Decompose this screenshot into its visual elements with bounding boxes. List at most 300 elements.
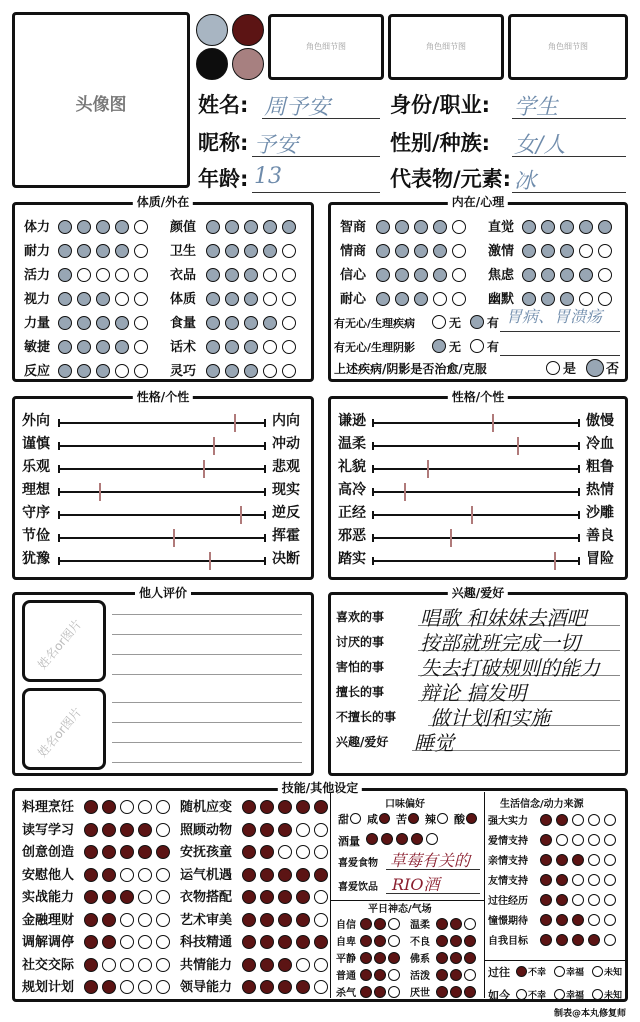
skill-实战能力-dot[interactable] <box>138 890 152 904</box>
mood-自卑-dot[interactable] <box>360 935 372 947</box>
slider-track[interactable] <box>58 514 266 516</box>
skill-科技精通-dot[interactable] <box>260 935 274 949</box>
skill-领导能力-dot[interactable] <box>278 980 292 994</box>
slider-track[interactable] <box>372 468 580 470</box>
slider-track[interactable] <box>372 560 580 562</box>
mood-不良-dot[interactable] <box>450 935 462 947</box>
mood-自卑-dot[interactable] <box>388 935 400 947</box>
skill-金融理财-dot[interactable] <box>102 913 116 927</box>
skill-安抚孩童-dot[interactable] <box>314 845 328 859</box>
inner-激情-dot[interactable] <box>541 244 555 258</box>
physique-卫生-dot[interactable] <box>282 244 296 258</box>
inner-智商-dot[interactable] <box>414 220 428 234</box>
mood-厌世-dot[interactable] <box>464 986 476 998</box>
physique-话术-dot[interactable] <box>206 340 220 354</box>
skill-规划计划-dot[interactable] <box>138 980 152 994</box>
skill-随机应变-dot[interactable] <box>260 800 274 814</box>
inner-智商-dot[interactable] <box>376 220 390 234</box>
life-过往经历-dot[interactable] <box>588 894 600 906</box>
life-过往经历-dot[interactable] <box>540 894 552 906</box>
q1-yes-radio[interactable] <box>470 315 484 329</box>
skill-调解调停-dot[interactable] <box>102 935 116 949</box>
skill-共情能力-dot[interactable] <box>278 958 292 972</box>
physique-活力-dot[interactable] <box>115 268 129 282</box>
mood-普通-dot[interactable] <box>374 969 386 981</box>
skill-料理烹饪-dot[interactable] <box>120 800 134 814</box>
inner-智商-dot[interactable] <box>395 220 409 234</box>
skill-料理烹饪-dot[interactable] <box>102 800 116 814</box>
life-自我目标-dot[interactable] <box>572 934 584 946</box>
inner-情商-dot[interactable] <box>395 244 409 258</box>
skill-社交交际-dot[interactable] <box>120 958 134 972</box>
physique-食量-dot[interactable] <box>263 316 277 330</box>
physique-敏捷-dot[interactable] <box>96 340 110 354</box>
skill-读写学习-dot[interactable] <box>138 823 152 837</box>
physique-活力-dot[interactable] <box>96 268 110 282</box>
cured-no-radio[interactable] <box>586 359 604 377</box>
skill-运气机遇-dot[interactable] <box>260 868 274 882</box>
inner-情商-dot[interactable] <box>414 244 428 258</box>
physique-体质-dot[interactable] <box>282 292 296 306</box>
slider-marker[interactable] <box>209 552 211 570</box>
physique-体力-dot[interactable] <box>58 220 72 234</box>
physique-视力-dot[interactable] <box>58 292 72 306</box>
skill-艺术审美-dot[interactable] <box>314 913 328 927</box>
life-友情支持-dot[interactable] <box>604 874 616 886</box>
skill-安慰他人-dot[interactable] <box>102 868 116 882</box>
physique-力量-dot[interactable] <box>77 316 91 330</box>
physique-敏捷-dot[interactable] <box>58 340 72 354</box>
inner-激情-dot[interactable] <box>579 244 593 258</box>
skill-衣物搭配-dot[interactable] <box>278 890 292 904</box>
inner-信心-dot[interactable] <box>414 268 428 282</box>
physique-活力-dot[interactable] <box>77 268 91 282</box>
skill-安抚孩童-dot[interactable] <box>260 845 274 859</box>
life-过往经历-dot[interactable] <box>556 894 568 906</box>
physique-视力-dot[interactable] <box>134 292 148 306</box>
physique-灵巧-dot[interactable] <box>263 364 277 378</box>
inner-焦虑-dot[interactable] <box>598 268 612 282</box>
mood-平静-dot[interactable] <box>374 952 386 964</box>
skill-照顾动物-dot[interactable] <box>260 823 274 837</box>
life-强大实力-dot[interactable] <box>572 814 584 826</box>
physique-话术-dot[interactable] <box>282 340 296 354</box>
slider-track[interactable] <box>372 514 580 516</box>
physique-耐力-dot[interactable] <box>134 244 148 258</box>
life-憧憬期待-dot[interactable] <box>540 914 552 926</box>
physique-视力-dot[interactable] <box>115 292 129 306</box>
inner-焦虑-dot[interactable] <box>522 268 536 282</box>
inner-耐心-dot[interactable] <box>395 292 409 306</box>
skill-规划计划-dot[interactable] <box>120 980 134 994</box>
life-过往经历-dot[interactable] <box>572 894 584 906</box>
skill-共情能力-dot[interactable] <box>314 958 328 972</box>
physique-卫生-dot[interactable] <box>225 244 239 258</box>
skill-创意创造-dot[interactable] <box>84 845 98 859</box>
skill-社交交际-dot[interactable] <box>156 958 170 972</box>
mood-普通-dot[interactable] <box>360 969 372 981</box>
skill-运气机遇-dot[interactable] <box>278 868 292 882</box>
mood-佛系-dot[interactable] <box>436 952 448 964</box>
mood-平静-dot[interactable] <box>360 952 372 964</box>
inner-激情-dot[interactable] <box>598 244 612 258</box>
mood-厌世-dot[interactable] <box>450 986 462 998</box>
skill-运气机遇-dot[interactable] <box>242 868 256 882</box>
inner-耐心-dot[interactable] <box>414 292 428 306</box>
slider-track[interactable] <box>372 491 580 493</box>
physique-敏捷-dot[interactable] <box>77 340 91 354</box>
inner-直觉-dot[interactable] <box>560 220 574 234</box>
skill-安抚孩童-dot[interactable] <box>278 845 292 859</box>
mood-温柔-dot[interactable] <box>464 918 476 930</box>
skill-领导能力-dot[interactable] <box>242 980 256 994</box>
skill-领导能力-dot[interactable] <box>314 980 328 994</box>
physique-反应-dot[interactable] <box>134 364 148 378</box>
life-亲情支持-dot[interactable] <box>540 854 552 866</box>
skill-调解调停-dot[interactable] <box>120 935 134 949</box>
mood-活泼-dot[interactable] <box>464 969 476 981</box>
life-强大实力-dot[interactable] <box>604 814 616 826</box>
life-友情支持-dot[interactable] <box>572 874 584 886</box>
physique-敏捷-dot[interactable] <box>134 340 148 354</box>
skill-运气机遇-dot[interactable] <box>314 868 328 882</box>
physique-灵巧-dot[interactable] <box>206 364 220 378</box>
skill-调解调停-dot[interactable] <box>156 935 170 949</box>
slider-track[interactable] <box>372 422 580 424</box>
alcohol-dot[interactable] <box>366 833 378 845</box>
skill-安抚孩童-dot[interactable] <box>242 845 256 859</box>
flavor-dot[interactable] <box>379 813 390 824</box>
physique-食量-dot[interactable] <box>244 316 258 330</box>
inner-耐心-dot[interactable] <box>433 292 447 306</box>
physique-颜值-dot[interactable] <box>282 220 296 234</box>
flavor-dot[interactable] <box>437 813 448 824</box>
skill-社交交际-dot[interactable] <box>84 958 98 972</box>
physique-耐力-dot[interactable] <box>115 244 129 258</box>
physique-反应-dot[interactable] <box>115 364 129 378</box>
skill-随机应变-dot[interactable] <box>296 800 310 814</box>
life-自我目标-dot[interactable] <box>604 934 616 946</box>
slider-marker[interactable] <box>234 414 236 432</box>
mood-杀气-dot[interactable] <box>360 986 372 998</box>
skill-规划计划-dot[interactable] <box>102 980 116 994</box>
physique-体力-dot[interactable] <box>115 220 129 234</box>
skill-安抚孩童-dot[interactable] <box>296 845 310 859</box>
skill-科技精通-dot[interactable] <box>296 935 310 949</box>
physique-体质-dot[interactable] <box>244 292 258 306</box>
mood-自信-dot[interactable] <box>388 918 400 930</box>
skill-实战能力-dot[interactable] <box>120 890 134 904</box>
skill-随机应变-dot[interactable] <box>314 800 328 814</box>
life-自我目标-dot[interactable] <box>588 934 600 946</box>
slider-marker[interactable] <box>203 460 205 478</box>
skill-科技精通-dot[interactable] <box>278 935 292 949</box>
skill-社交交际-dot[interactable] <box>138 958 152 972</box>
physique-灵巧-dot[interactable] <box>282 364 296 378</box>
life-憧憬期待-dot[interactable] <box>556 914 568 926</box>
alcohol-dot[interactable] <box>411 833 423 845</box>
physique-卫生-dot[interactable] <box>263 244 277 258</box>
physique-颜值-dot[interactable] <box>244 220 258 234</box>
skill-创意创造-dot[interactable] <box>138 845 152 859</box>
slider-marker[interactable] <box>471 506 473 524</box>
physique-食量-dot[interactable] <box>206 316 220 330</box>
skill-艺术审美-dot[interactable] <box>260 913 274 927</box>
skill-照顾动物-dot[interactable] <box>242 823 256 837</box>
q2-no-radio[interactable] <box>432 339 446 353</box>
mood-佛系-dot[interactable] <box>464 952 476 964</box>
slider-marker[interactable] <box>240 506 242 524</box>
slider-track[interactable] <box>372 445 580 447</box>
slider-marker[interactable] <box>517 437 519 455</box>
life-憧憬期待-dot[interactable] <box>604 914 616 926</box>
life-憧憬期待-dot[interactable] <box>572 914 584 926</box>
physique-耐力-dot[interactable] <box>77 244 91 258</box>
life-radio[interactable] <box>554 989 565 1000</box>
mood-不良-dot[interactable] <box>436 935 448 947</box>
slider-track[interactable] <box>58 537 266 539</box>
skill-照顾动物-dot[interactable] <box>314 823 328 837</box>
life-radio[interactable] <box>554 966 565 977</box>
life-爱情支持-dot[interactable] <box>604 834 616 846</box>
life-爱情支持-dot[interactable] <box>588 834 600 846</box>
slider-marker[interactable] <box>427 460 429 478</box>
skill-读写学习-dot[interactable] <box>84 823 98 837</box>
slider-marker[interactable] <box>492 414 494 432</box>
skill-料理烹饪-dot[interactable] <box>156 800 170 814</box>
inner-信心-dot[interactable] <box>452 268 466 282</box>
mood-温柔-dot[interactable] <box>450 918 462 930</box>
skill-读写学习-dot[interactable] <box>156 823 170 837</box>
inner-焦虑-dot[interactable] <box>560 268 574 282</box>
life-爱情支持-dot[interactable] <box>540 834 552 846</box>
mood-自信-dot[interactable] <box>360 918 372 930</box>
life-亲情支持-dot[interactable] <box>556 854 568 866</box>
physique-话术-dot[interactable] <box>263 340 277 354</box>
physique-反应-dot[interactable] <box>96 364 110 378</box>
life-自我目标-dot[interactable] <box>556 934 568 946</box>
life-强大实力-dot[interactable] <box>588 814 600 826</box>
inner-智商-dot[interactable] <box>452 220 466 234</box>
slider-marker[interactable] <box>99 483 101 501</box>
inner-情商-dot[interactable] <box>376 244 390 258</box>
life-radio[interactable] <box>592 989 603 1000</box>
mood-普通-dot[interactable] <box>388 969 400 981</box>
inner-直觉-dot[interactable] <box>541 220 555 234</box>
flavor-dot[interactable] <box>350 813 361 824</box>
mood-杀气-dot[interactable] <box>374 986 386 998</box>
mood-佛系-dot[interactable] <box>450 952 462 964</box>
skill-艺术审美-dot[interactable] <box>296 913 310 927</box>
skill-领导能力-dot[interactable] <box>260 980 274 994</box>
skill-衣物搭配-dot[interactable] <box>260 890 274 904</box>
life-强大实力-dot[interactable] <box>540 814 552 826</box>
physique-反应-dot[interactable] <box>58 364 72 378</box>
life-radio[interactable] <box>592 966 603 977</box>
life-radio[interactable] <box>516 966 527 977</box>
skill-科技精通-dot[interactable] <box>314 935 328 949</box>
physique-衣品-dot[interactable] <box>206 268 220 282</box>
physique-食量-dot[interactable] <box>225 316 239 330</box>
skill-金融理财-dot[interactable] <box>156 913 170 927</box>
physique-耐力-dot[interactable] <box>96 244 110 258</box>
life-憧憬期待-dot[interactable] <box>588 914 600 926</box>
physique-衣品-dot[interactable] <box>282 268 296 282</box>
inner-情商-dot[interactable] <box>433 244 447 258</box>
life-友情支持-dot[interactable] <box>556 874 568 886</box>
life-亲情支持-dot[interactable] <box>588 854 600 866</box>
skill-读写学习-dot[interactable] <box>102 823 116 837</box>
inner-智商-dot[interactable] <box>433 220 447 234</box>
physique-体力-dot[interactable] <box>134 220 148 234</box>
physique-耐力-dot[interactable] <box>58 244 72 258</box>
inner-激情-dot[interactable] <box>560 244 574 258</box>
physique-力量-dot[interactable] <box>134 316 148 330</box>
skill-共情能力-dot[interactable] <box>242 958 256 972</box>
slider-track[interactable] <box>58 491 266 493</box>
inner-焦虑-dot[interactable] <box>541 268 555 282</box>
skill-衣物搭配-dot[interactable] <box>296 890 310 904</box>
inner-焦虑-dot[interactable] <box>579 268 593 282</box>
skill-照顾动物-dot[interactable] <box>296 823 310 837</box>
skill-衣物搭配-dot[interactable] <box>242 890 256 904</box>
skill-衣物搭配-dot[interactable] <box>314 890 328 904</box>
life-过往经历-dot[interactable] <box>604 894 616 906</box>
inner-直觉-dot[interactable] <box>598 220 612 234</box>
inner-信心-dot[interactable] <box>376 268 390 282</box>
slider-marker[interactable] <box>213 437 215 455</box>
q2-yes-radio[interactable] <box>470 339 484 353</box>
skill-料理烹饪-dot[interactable] <box>84 800 98 814</box>
skill-共情能力-dot[interactable] <box>260 958 274 972</box>
life-爱情支持-dot[interactable] <box>556 834 568 846</box>
life-友情支持-dot[interactable] <box>588 874 600 886</box>
life-爱情支持-dot[interactable] <box>572 834 584 846</box>
physique-力量-dot[interactable] <box>58 316 72 330</box>
skill-规划计划-dot[interactable] <box>84 980 98 994</box>
mood-不良-dot[interactable] <box>464 935 476 947</box>
inner-耐心-dot[interactable] <box>452 292 466 306</box>
life-友情支持-dot[interactable] <box>540 874 552 886</box>
mood-自卑-dot[interactable] <box>374 935 386 947</box>
inner-信心-dot[interactable] <box>395 268 409 282</box>
physique-卫生-dot[interactable] <box>206 244 220 258</box>
mood-活泼-dot[interactable] <box>450 969 462 981</box>
physique-活力-dot[interactable] <box>58 268 72 282</box>
skill-金融理财-dot[interactable] <box>138 913 152 927</box>
physique-卫生-dot[interactable] <box>244 244 258 258</box>
physique-灵巧-dot[interactable] <box>225 364 239 378</box>
physique-敏捷-dot[interactable] <box>115 340 129 354</box>
physique-颜值-dot[interactable] <box>225 220 239 234</box>
skill-照顾动物-dot[interactable] <box>278 823 292 837</box>
skill-料理烹饪-dot[interactable] <box>138 800 152 814</box>
skill-领导能力-dot[interactable] <box>296 980 310 994</box>
physique-衣品-dot[interactable] <box>225 268 239 282</box>
skill-安慰他人-dot[interactable] <box>138 868 152 882</box>
life-强大实力-dot[interactable] <box>556 814 568 826</box>
alcohol-dot[interactable] <box>381 833 393 845</box>
slider-marker[interactable] <box>173 529 175 547</box>
inner-直觉-dot[interactable] <box>579 220 593 234</box>
skill-科技精通-dot[interactable] <box>242 935 256 949</box>
slider-track[interactable] <box>58 445 266 447</box>
physique-视力-dot[interactable] <box>77 292 91 306</box>
physique-反应-dot[interactable] <box>77 364 91 378</box>
skill-实战能力-dot[interactable] <box>102 890 116 904</box>
skill-随机应变-dot[interactable] <box>278 800 292 814</box>
skill-实战能力-dot[interactable] <box>156 890 170 904</box>
inner-激情-dot[interactable] <box>522 244 536 258</box>
mood-平静-dot[interactable] <box>388 952 400 964</box>
physique-颜值-dot[interactable] <box>263 220 277 234</box>
physique-颜值-dot[interactable] <box>206 220 220 234</box>
skill-调解调停-dot[interactable] <box>84 935 98 949</box>
skill-安慰他人-dot[interactable] <box>156 868 170 882</box>
life-亲情支持-dot[interactable] <box>572 854 584 866</box>
physique-衣品-dot[interactable] <box>263 268 277 282</box>
skill-规划计划-dot[interactable] <box>156 980 170 994</box>
mood-厌世-dot[interactable] <box>436 986 448 998</box>
physique-体力-dot[interactable] <box>96 220 110 234</box>
physique-体质-dot[interactable] <box>263 292 277 306</box>
life-自我目标-dot[interactable] <box>540 934 552 946</box>
inner-直觉-dot[interactable] <box>522 220 536 234</box>
skill-艺术审美-dot[interactable] <box>278 913 292 927</box>
skill-创意创造-dot[interactable] <box>102 845 116 859</box>
skill-随机应变-dot[interactable] <box>242 800 256 814</box>
physique-力量-dot[interactable] <box>96 316 110 330</box>
physique-灵巧-dot[interactable] <box>244 364 258 378</box>
skill-共情能力-dot[interactable] <box>296 958 310 972</box>
physique-视力-dot[interactable] <box>96 292 110 306</box>
physique-衣品-dot[interactable] <box>244 268 258 282</box>
life-radio[interactable] <box>516 989 527 1000</box>
skill-创意创造-dot[interactable] <box>156 845 170 859</box>
inner-耐心-dot[interactable] <box>376 292 390 306</box>
flavor-dot[interactable] <box>466 813 477 824</box>
skill-调解调停-dot[interactable] <box>138 935 152 949</box>
physique-活力-dot[interactable] <box>134 268 148 282</box>
mood-温柔-dot[interactable] <box>436 918 448 930</box>
slider-track[interactable] <box>372 537 580 539</box>
slider-marker[interactable] <box>450 529 452 547</box>
skill-读写学习-dot[interactable] <box>120 823 134 837</box>
slider-track[interactable] <box>58 560 266 562</box>
skill-安慰他人-dot[interactable] <box>84 868 98 882</box>
flavor-dot[interactable] <box>408 813 419 824</box>
q1-no-radio[interactable] <box>432 315 446 329</box>
skill-安慰他人-dot[interactable] <box>120 868 134 882</box>
mood-活泼-dot[interactable] <box>436 969 448 981</box>
alcohol-dot[interactable] <box>426 833 438 845</box>
mood-杀气-dot[interactable] <box>388 986 400 998</box>
skill-社交交际-dot[interactable] <box>102 958 116 972</box>
physique-话术-dot[interactable] <box>244 340 258 354</box>
slider-track[interactable] <box>58 468 266 470</box>
inner-情商-dot[interactable] <box>452 244 466 258</box>
skill-金融理财-dot[interactable] <box>120 913 134 927</box>
alcohol-dot[interactable] <box>396 833 408 845</box>
physique-话术-dot[interactable] <box>225 340 239 354</box>
skill-金融理财-dot[interactable] <box>84 913 98 927</box>
life-亲情支持-dot[interactable] <box>604 854 616 866</box>
physique-食量-dot[interactable] <box>282 316 296 330</box>
physique-体质-dot[interactable] <box>206 292 220 306</box>
skill-创意创造-dot[interactable] <box>120 845 134 859</box>
slider-marker[interactable] <box>404 483 406 501</box>
cured-yes-radio[interactable] <box>546 361 560 375</box>
